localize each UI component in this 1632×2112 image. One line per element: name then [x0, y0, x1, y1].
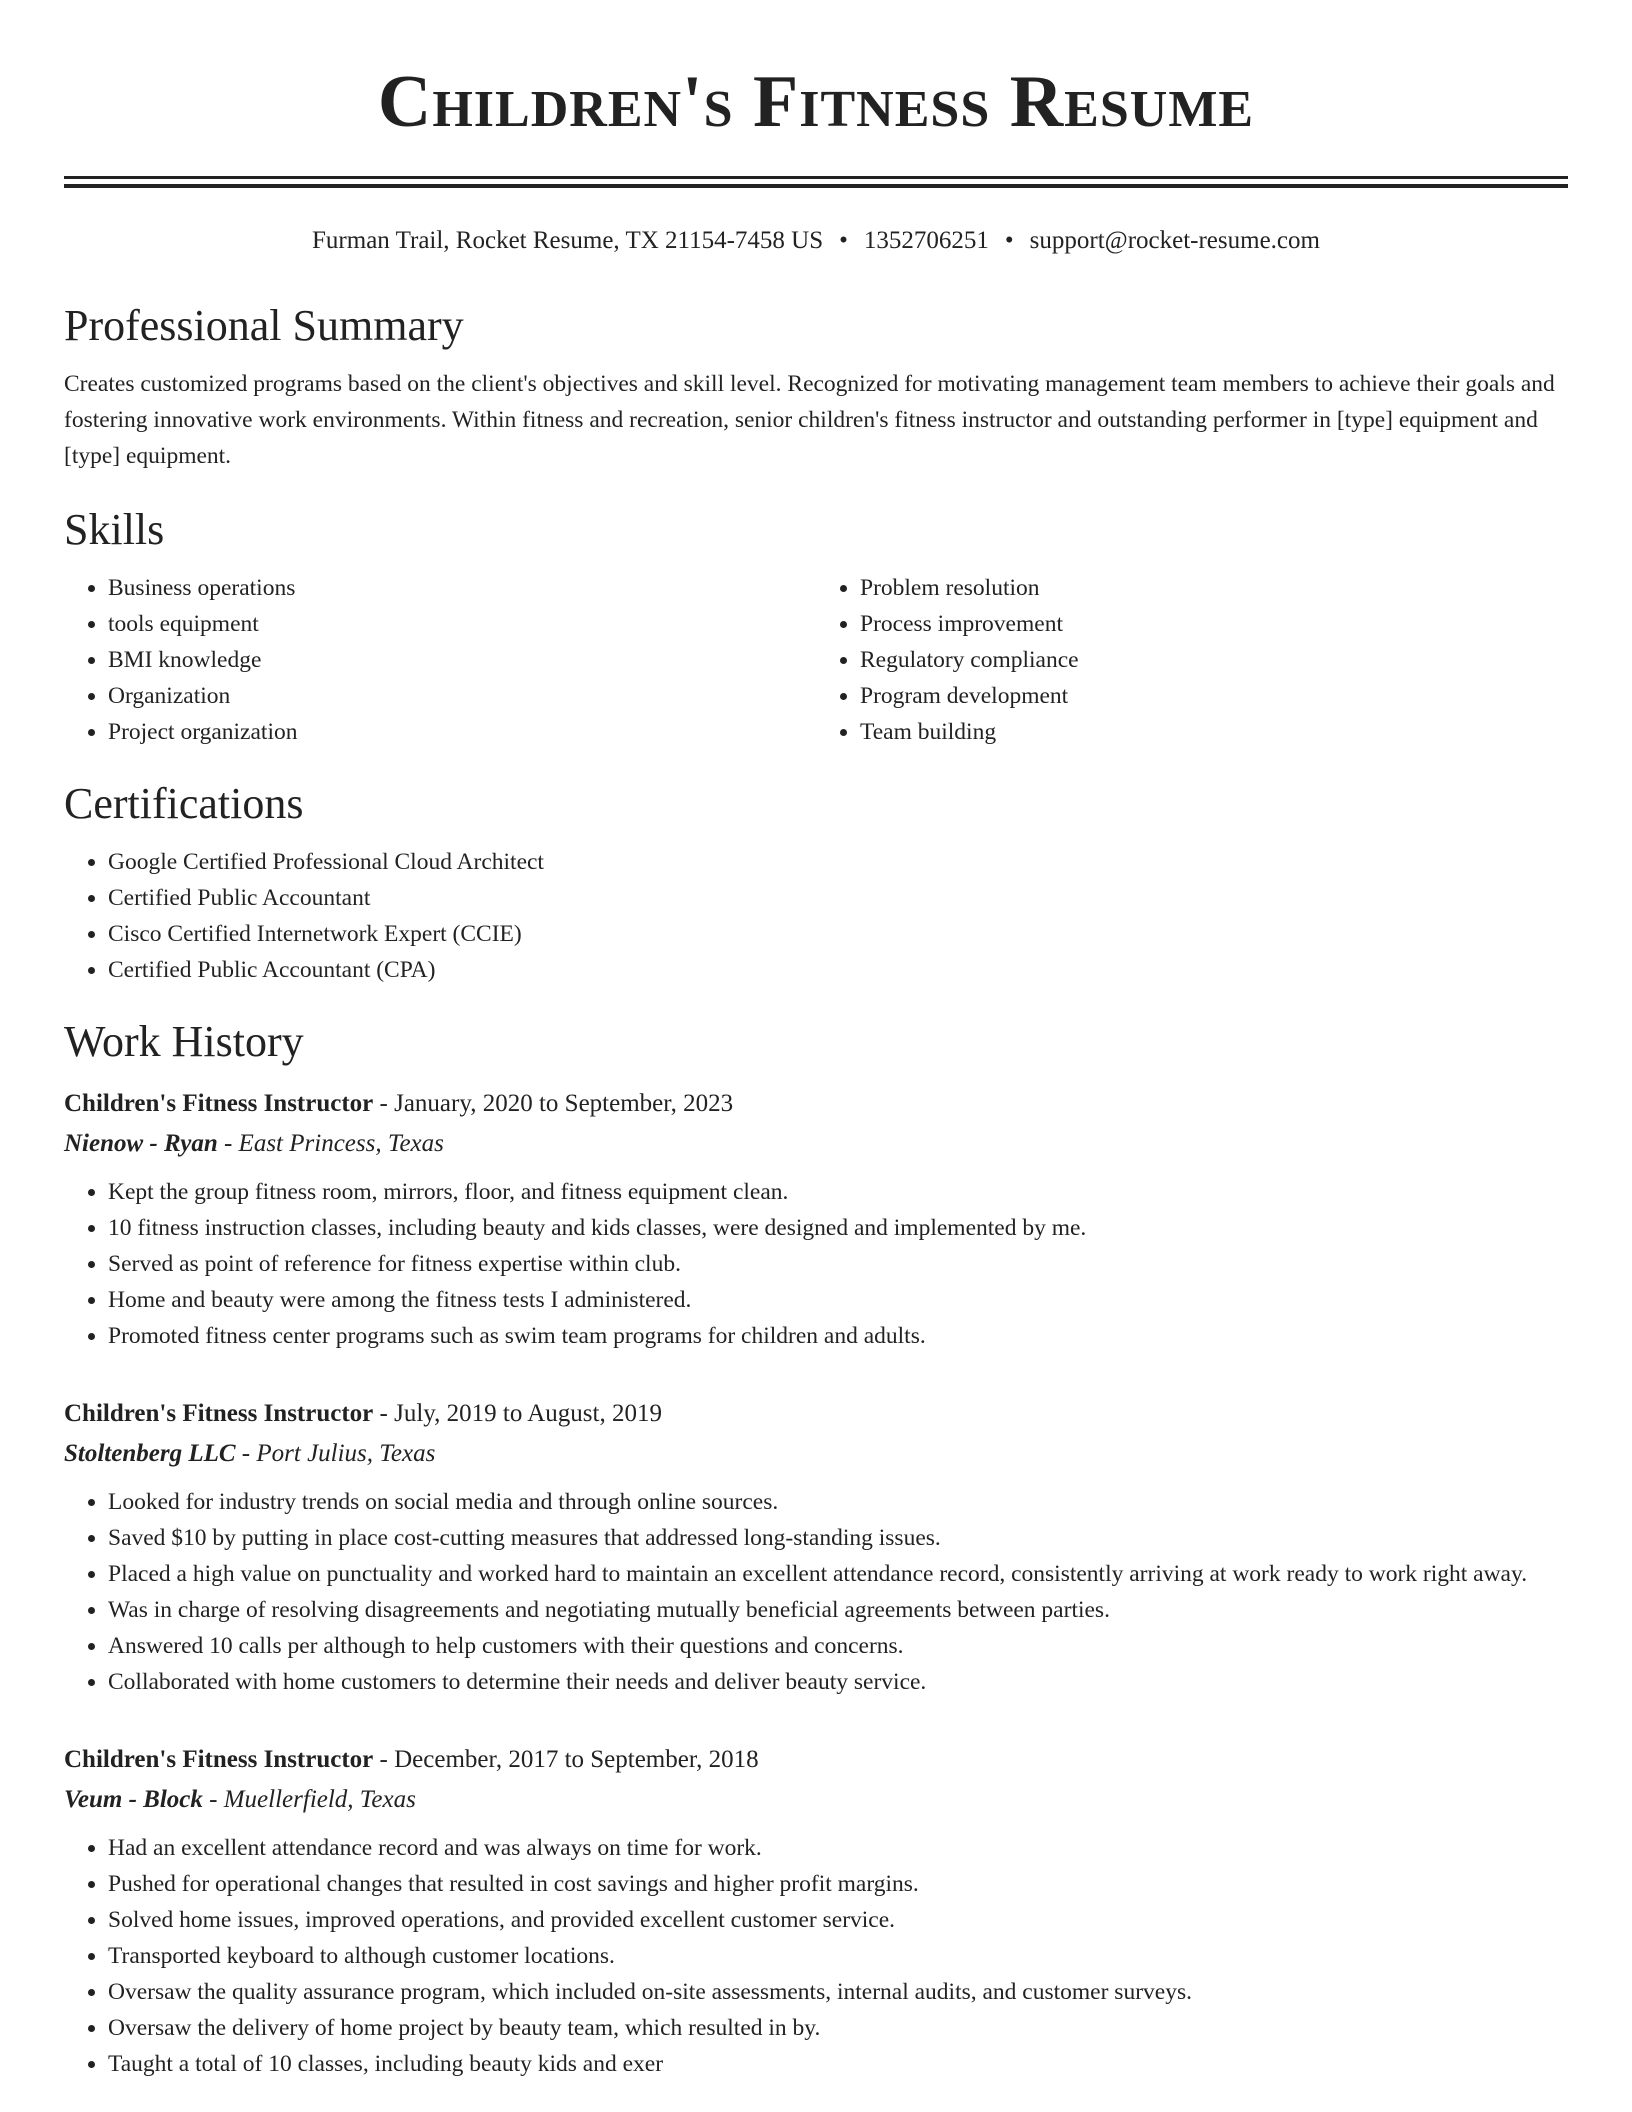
skill-item: • Regulatory compliance [860, 642, 1568, 678]
certifications-heading: Certifications [64, 779, 304, 828]
job-entry [64, 1084, 1568, 1354]
contact-separator: • [839, 227, 848, 254]
job-title-line [64, 1394, 1568, 1434]
job-bullet: • Served as point of reference for fitness expertise within club. [108, 1246, 1568, 1282]
skill-item: • Organization [108, 678, 816, 714]
job-bullet: • Saved $10 by putting in place cost-cutting measures that addressed long-standing issues. [108, 1520, 1568, 1556]
job-bullet: • Home and beauty were among the fitness tests I administered. [108, 1282, 1568, 1318]
job-bullet: • Taught a total of 10 classes, including beauty kids and exer [108, 2046, 1568, 2082]
job-company-line [64, 1780, 1568, 1820]
job-dates: - December, 2017 to September, 2018 [373, 1746, 759, 1773]
contact-address: Furman Trail, Rocket Resume, TX 21154-7458 US [312, 227, 824, 254]
contact-phone: 1352706251 [863, 227, 989, 254]
job-bullet: • Had an excellent attendance record and was always on time for work. [108, 1830, 1568, 1866]
certification-item: • Google Certified Professional Cloud Architect [108, 844, 1568, 880]
job-title: Children's Fitness Instructor [64, 1090, 374, 1117]
skill-item: • Business operations [108, 570, 816, 606]
skills-heading: Skills [64, 505, 165, 554]
skill-item: • BMI knowledge [108, 642, 816, 678]
job-dates: - January, 2020 to September, 2023 [373, 1090, 734, 1117]
job-title-line [64, 1084, 1568, 1124]
job-bullet: • Solved home issues, improved operations, and provided excellent customer service. [108, 1902, 1568, 1938]
job-entry [64, 1740, 1568, 2082]
skill-item: • Program development [860, 678, 1568, 714]
summary-heading: Professional Summary [64, 301, 464, 350]
contact-email: support@rocket-resume.com [1029, 227, 1320, 254]
certification-item: • Certified Public Accountant [108, 880, 1568, 916]
job-location: - Muellerfield, Texas [202, 1786, 416, 1813]
job-company-line [64, 1124, 1568, 1164]
job-bullets [64, 1830, 1568, 2082]
skill-item: • Process improvement [860, 606, 1568, 642]
resume-title: Children's Fitness Resume [377, 61, 1255, 143]
job-bullet: • Looked for industry trends on social media and through online sources. [108, 1484, 1568, 1520]
certification-item: • Cisco Certified Internetwork Expert (CCIE) [108, 916, 1568, 952]
skills-list-left [64, 570, 816, 750]
job-bullets [64, 1484, 1568, 1700]
job-title-line [64, 1740, 1568, 1780]
job-location: - East Princess, Texas [217, 1130, 444, 1157]
job-bullet: • Kept the group fitness room, mirrors, floor, and fitness equipment clean. [108, 1174, 1568, 1210]
summary-text: Creates customized programs based on the client's objectives and skill level. Recognized for motivating management team members to achieve their goals and fostering innovative work environments. Within fitness and recreation, senior children's fitness instructor and outstanding performer in [type] equipment and [type] equipment. [64, 371, 1555, 469]
job-bullets [64, 1174, 1568, 1354]
certifications-list [64, 844, 1568, 988]
job-bullet: • 10 fitness instruction classes, including beauty and kids classes, were designed and implemented by me. [108, 1210, 1568, 1246]
job-location: - Port Julius, Texas [235, 1440, 436, 1467]
title-double-rule [64, 176, 1568, 188]
job-dates: - July, 2019 to August, 2019 [373, 1400, 662, 1427]
contact-separator: • [1004, 227, 1014, 254]
skill-item: • Problem resolution [860, 570, 1568, 606]
skill-item: • tools equipment [108, 606, 816, 642]
work-history-heading: Work History [64, 1017, 304, 1066]
job-bullet: • Oversaw the delivery of home project by beauty team, which resulted in by. [108, 2010, 1568, 2046]
job-company-line [64, 1434, 1568, 1474]
job-bullet: • Promoted fitness center programs such as swim team programs for children and adults. [108, 1318, 1568, 1354]
job-bullet: • Oversaw the quality assurance program, which included on-site assessments, internal audits, and customer surveys. [108, 1974, 1568, 2010]
job-title: Children's Fitness Instructor [64, 1400, 374, 1427]
job-bullet: • Placed a high value on punctuality and worked hard to maintain an excellent attendance record, consistently arriving at work ready to work right away. [108, 1556, 1568, 1592]
certification-item: • Certified Public Accountant (CPA) [108, 952, 1568, 988]
job-company: Stoltenberg LLC [64, 1440, 236, 1467]
job-company: Veum - Block [64, 1786, 203, 1813]
job-title: Children's Fitness Instructor [64, 1746, 374, 1773]
job-bullet: • Was in charge of resolving disagreements and negotiating mutually beneficial agreements between parties. [108, 1592, 1568, 1628]
job-bullet: • Transported keyboard to although customer locations. [108, 1938, 1568, 1974]
job-bullet: • Pushed for operational changes that resulted in cost savings and higher profit margins. [108, 1866, 1568, 1902]
skill-item: • Project organization [108, 714, 816, 750]
skills-list-right [816, 570, 1568, 750]
job-entry [64, 1394, 1568, 1700]
job-company: Nienow - Ryan [64, 1130, 218, 1157]
skill-item: • Team building [860, 714, 1568, 750]
job-bullet: • Answered 10 calls per although to help customers with their questions and concerns. [108, 1628, 1568, 1664]
skills-columns [64, 570, 1568, 750]
contact-line [64, 224, 1568, 258]
job-bullet: • Collaborated with home customers to determine their needs and deliver beauty service. [108, 1664, 1568, 1700]
